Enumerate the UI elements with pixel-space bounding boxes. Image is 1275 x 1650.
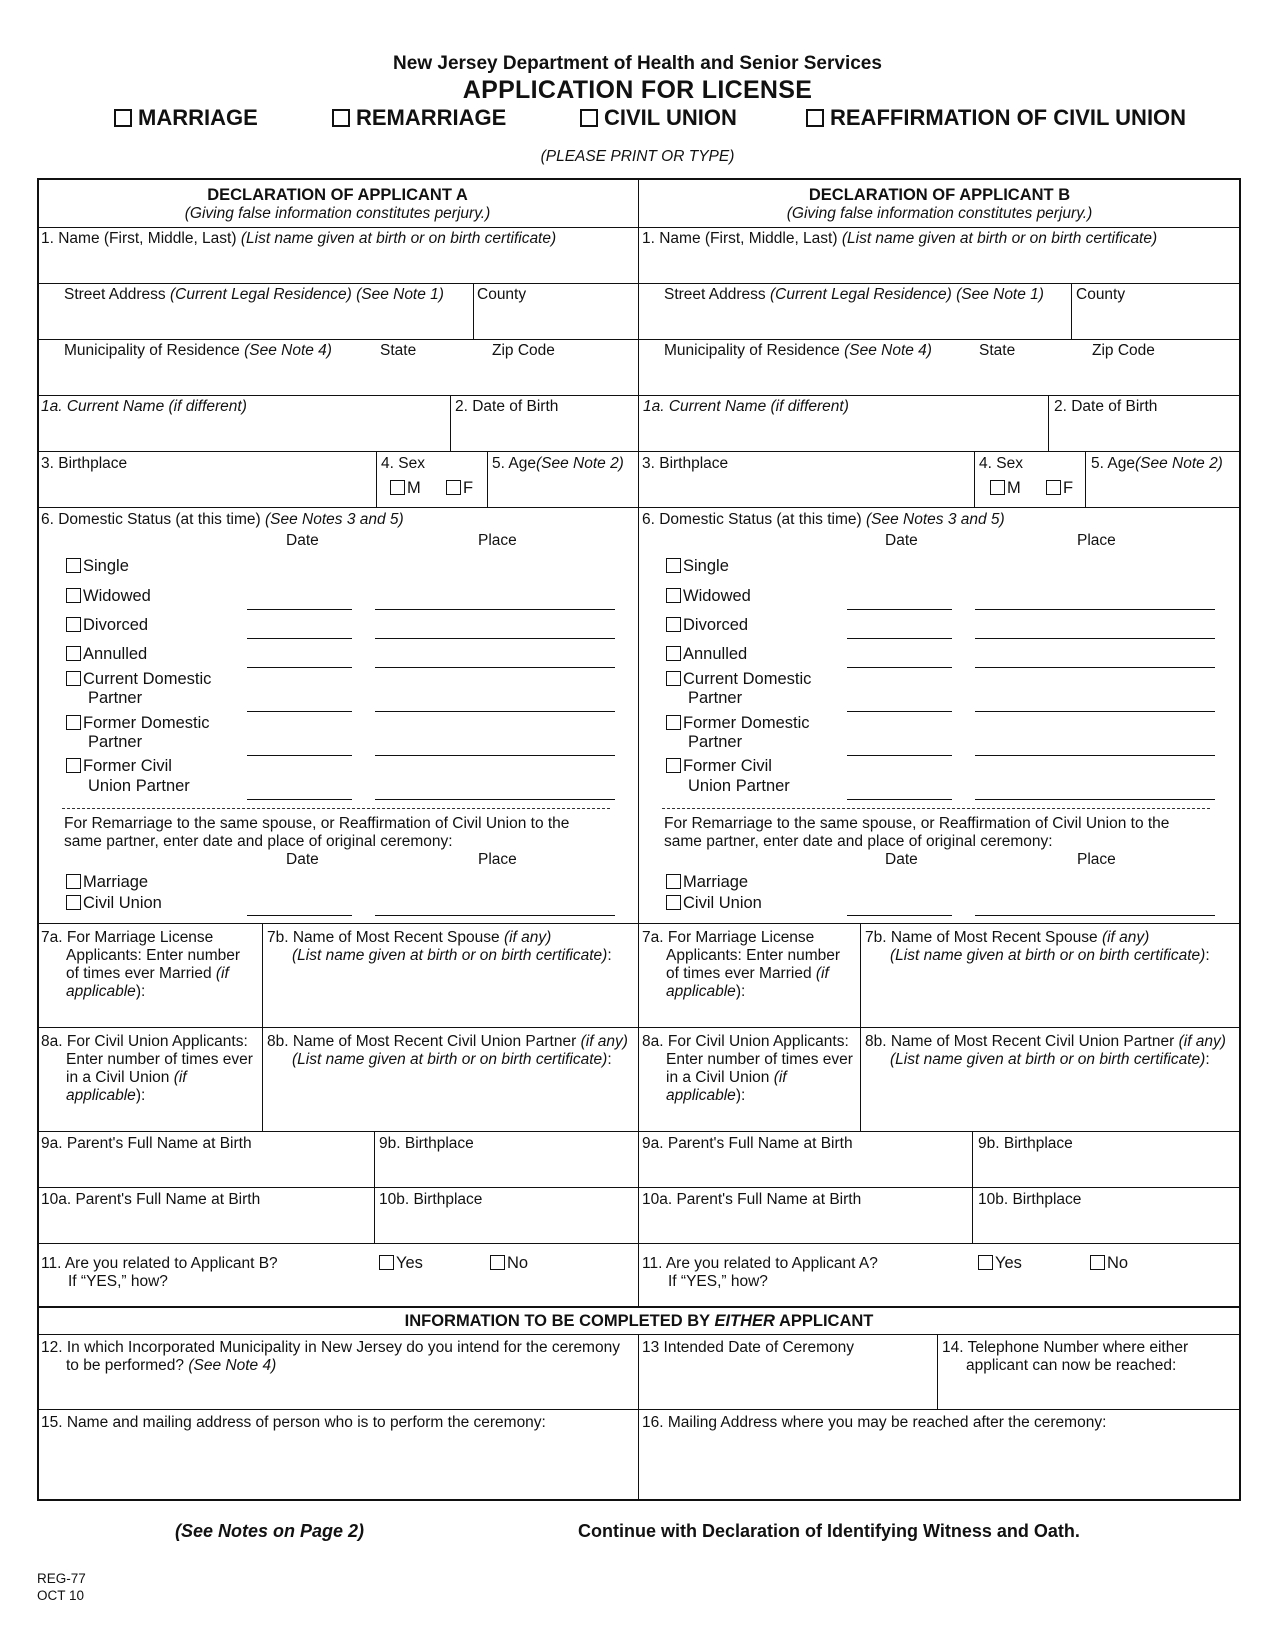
type-civil-union-option[interactable] xyxy=(580,105,737,131)
dashed-separator xyxy=(662,808,1210,809)
a-status-single[interactable] xyxy=(66,557,129,576)
rule xyxy=(37,1187,1241,1188)
checkbox[interactable] xyxy=(66,715,81,730)
a-q8a-line1: 8a. For Civil Union Applicants: xyxy=(41,1033,248,1050)
a-q7b-field[interactable] xyxy=(266,967,636,1021)
q12-field[interactable] xyxy=(40,1377,636,1407)
a-q7b-label: 7b. Name of Most Recent Spouse (if any) xyxy=(267,929,552,946)
rule xyxy=(37,227,1241,228)
a-state-label: State xyxy=(380,342,417,359)
b-status-widowed[interactable] xyxy=(666,587,751,606)
a-age-label: 5. Age(See Note 2) xyxy=(492,455,624,472)
a-q8a-line2: Enter number of times ever xyxy=(66,1051,253,1068)
status-label: Divorced xyxy=(83,616,149,634)
checkbox[interactable] xyxy=(666,646,681,661)
rule xyxy=(262,923,263,1131)
marriage-checkbox[interactable] xyxy=(114,109,132,127)
q16-field[interactable] xyxy=(641,1434,1238,1498)
q13-field[interactable] xyxy=(641,1359,935,1407)
a-current-name-label: 1a. Current Name (if different) xyxy=(41,398,247,415)
b-state-label: State xyxy=(979,342,1016,359)
b-q8a-line2: Enter number of times ever xyxy=(666,1051,853,1068)
a-q8b-note: (List name given at birth or on birth certificate): xyxy=(292,1051,612,1068)
status-label: Single xyxy=(83,557,129,575)
checkbox[interactable] xyxy=(1046,480,1061,495)
option-label: Civil Union xyxy=(83,894,162,912)
a-county-label: County xyxy=(477,286,527,303)
rule xyxy=(37,1306,1241,1308)
status-label-line2: Partner xyxy=(88,733,143,751)
b-date-line[interactable] xyxy=(847,799,952,800)
type-label: MARRIAGE xyxy=(138,105,258,130)
b-q8a-line1: 8a. For Civil Union Applicants: xyxy=(642,1033,849,1050)
rule xyxy=(37,1027,1241,1028)
b-q10a-label: 10a. Parent's Full Name at Birth xyxy=(642,1191,862,1208)
rule xyxy=(972,1131,973,1243)
b-place-header: Place xyxy=(1077,851,1116,868)
a-q8b-field[interactable] xyxy=(266,1071,636,1125)
a-q8a-line3: in a Civil Union (if xyxy=(66,1069,187,1086)
status-label-line2: Partner xyxy=(688,689,743,707)
a-domestic-label: 6. Domestic Status (at this time) (See Notes 3 and 5) xyxy=(41,511,404,528)
a-q10b-label: 10b. Birthplace xyxy=(379,1191,483,1208)
a-related-yes[interactable] xyxy=(379,1254,423,1273)
rule xyxy=(37,1334,1241,1335)
b-place-line[interactable] xyxy=(975,755,1215,756)
a-date-header: Date xyxy=(286,532,319,549)
rule xyxy=(37,283,1241,284)
b-status-single[interactable] xyxy=(666,557,729,576)
b-q8b-note: (List name given at birth or on birth certificate): xyxy=(890,1051,1210,1068)
option-label: No xyxy=(1107,1254,1129,1272)
b-q8b-label: 8b. Name of Most Recent Civil Union Partner (if any) xyxy=(865,1033,1226,1050)
rule xyxy=(37,1243,1241,1244)
b-county-field[interactable] xyxy=(1074,304,1238,337)
b-date-line[interactable] xyxy=(847,609,952,610)
b-date-line[interactable] xyxy=(847,915,952,916)
rule xyxy=(473,283,474,339)
b-q7b-note: (List name given at birth or on birth certificate): xyxy=(890,947,1210,964)
checkbox[interactable] xyxy=(666,874,681,889)
a-remarriage-text: For Remarriage to the same spouse, or Reaffirmation of Civil Union to the xyxy=(64,815,570,832)
b-date-line[interactable] xyxy=(847,638,952,639)
center-divider xyxy=(638,178,639,1307)
b-name-field[interactable] xyxy=(641,248,1238,281)
form-number: REG-77 xyxy=(37,1571,86,1586)
a-related-no[interactable] xyxy=(490,1254,528,1273)
checkbox[interactable] xyxy=(666,715,681,730)
b-q7b-label: 7b. Name of Most Recent Spouse (if any) xyxy=(865,929,1150,946)
rule xyxy=(37,507,1241,508)
b-q11-how: If “YES,” how? xyxy=(668,1273,768,1290)
checkbox[interactable] xyxy=(666,588,681,603)
a-status-current-dp[interactable] xyxy=(66,670,211,689)
status-label-line2: Partner xyxy=(688,733,743,751)
a-q7a-line2: Applicants: Enter number xyxy=(66,947,241,964)
b-q10b-label: 10b. Birthplace xyxy=(978,1191,1082,1208)
a-sex-m-option[interactable] xyxy=(390,479,421,498)
b-q7a-line2: Applicants: Enter number xyxy=(666,947,841,964)
a-place-line[interactable] xyxy=(375,755,615,756)
a-current-name-field[interactable] xyxy=(40,416,448,449)
a-status-annulled[interactable] xyxy=(66,645,147,664)
form-revision: OCT 10 xyxy=(37,1588,85,1603)
b-sex-label: 4. Sex xyxy=(979,455,1023,472)
agency-name: New Jersey Department of Health and Senior Services xyxy=(393,53,882,74)
b-date-line[interactable] xyxy=(847,667,952,668)
q12-label-line2: to be performed? (See Note 4) xyxy=(66,1357,277,1374)
b-remarriage-text: For Remarriage to the same spouse, or Reaffirmation of Civil Union to the xyxy=(664,815,1170,832)
b-current-name-label: 1a. Current Name (if different) xyxy=(643,398,849,415)
b-q11-label: 11. Are you related to Applicant A? xyxy=(642,1255,878,1272)
b-municipality-field[interactable] xyxy=(641,360,1238,393)
b-age-label: 5. Age(See Note 2) xyxy=(1091,455,1223,472)
b-name-label: 1. Name (First, Middle, Last) (List name given at birth or on birth certificate) xyxy=(642,230,1158,247)
b-q7a-line3: of times ever Married (if xyxy=(666,965,829,982)
b-q8b-field[interactable] xyxy=(864,1071,1238,1125)
a-date-line[interactable] xyxy=(247,667,352,668)
checkbox[interactable] xyxy=(66,874,81,889)
status-label: Annulled xyxy=(683,645,748,663)
a-status-former-cu[interactable] xyxy=(66,757,172,776)
a-zip-label: Zip Code xyxy=(492,342,555,359)
rule xyxy=(37,1409,1241,1410)
continue-text: Continue with Declaration of Identifying Witness and Oath. xyxy=(578,1521,1080,1541)
a-county-field[interactable] xyxy=(476,304,636,337)
b-q8a-line4: applicable): xyxy=(666,1087,746,1104)
b-place-header: Place xyxy=(1077,532,1116,549)
a-birthplace-field[interactable] xyxy=(40,473,374,505)
reaffirmation-checkbox[interactable] xyxy=(806,109,824,127)
status-label: Current Domestic xyxy=(683,670,812,688)
b-original-civil-union[interactable] xyxy=(666,894,762,913)
b-place-line[interactable] xyxy=(975,915,1215,916)
checkbox[interactable] xyxy=(66,558,81,573)
b-dob-field[interactable] xyxy=(1051,416,1238,449)
civil-union-checkbox[interactable] xyxy=(580,109,598,127)
status-label: Former Domestic xyxy=(683,714,810,732)
checkbox[interactable] xyxy=(66,758,81,773)
type-marriage-option[interactable] xyxy=(114,105,258,131)
dashed-separator xyxy=(62,808,610,809)
checkbox[interactable] xyxy=(1090,1255,1105,1270)
b-place-line[interactable] xyxy=(975,609,1215,610)
b-place-line[interactable] xyxy=(975,638,1215,639)
applicant-b-title: DECLARATION OF APPLICANT B xyxy=(808,186,1071,204)
a-name-field[interactable] xyxy=(40,248,636,281)
q14-label-line1: 14. Telephone Number where either xyxy=(942,1339,1189,1356)
b-remarriage-text: same partner, enter date and place of original ceremony: xyxy=(664,833,1053,850)
a-q8b-label: 8b. Name of Most Recent Civil Union Partner (if any) xyxy=(267,1033,628,1050)
a-age-field[interactable] xyxy=(490,473,636,505)
option-label: Civil Union xyxy=(683,894,762,912)
a-date-line[interactable] xyxy=(247,609,352,610)
q15-label: 15. Name and mailing address of person who is to perform the ceremony: xyxy=(41,1414,546,1431)
rule xyxy=(376,451,377,507)
checkbox[interactable] xyxy=(66,617,81,632)
b-municipality-label: Municipality of Residence (See Note 4) xyxy=(664,342,932,359)
b-date-header: Date xyxy=(885,851,918,868)
a-status-former-dp[interactable] xyxy=(66,714,210,733)
b-domestic-label: 6. Domestic Status (at this time) (See Notes 3 and 5) xyxy=(642,511,1005,528)
q15-field[interactable] xyxy=(40,1434,636,1498)
q12-label-line1: 12. In which Incorporated Municipality in New Jersey do you intend for the ceremony xyxy=(41,1339,620,1356)
a-street-field[interactable] xyxy=(40,304,471,337)
print-instruction: (PLEASE PRINT OR TYPE) xyxy=(540,148,735,165)
b-q7a-line4: applicable): xyxy=(666,983,746,1000)
a-q7a-line4: applicable): xyxy=(66,983,146,1000)
rule xyxy=(1071,283,1072,339)
a-sex-label: 4. Sex xyxy=(381,455,425,472)
rule xyxy=(974,451,975,507)
a-dob-label: 2. Date of Birth xyxy=(455,398,559,415)
option-label: Yes xyxy=(995,1254,1022,1272)
b-street-field[interactable] xyxy=(641,304,1069,337)
checkbox[interactable] xyxy=(390,480,405,495)
b-q8a-line3: in a Civil Union (if xyxy=(666,1069,787,1086)
a-place-line[interactable] xyxy=(375,915,615,916)
type-label: CIVIL UNION xyxy=(604,105,737,130)
b-q7b-field[interactable] xyxy=(864,967,1238,1021)
rule xyxy=(487,451,488,507)
q16-label: 16. Mailing Address where you may be reached after the ceremony: xyxy=(642,1414,1107,1431)
applicant-b-perjury-note: (Giving false information constitutes perjury.) xyxy=(786,205,1093,222)
a-q9a-label: 9a. Parent's Full Name at Birth xyxy=(41,1135,252,1152)
status-label-line2: Partner xyxy=(88,689,143,707)
applicant-a-perjury-note: (Giving false information constitutes perjury.) xyxy=(184,205,491,222)
checkbox[interactable] xyxy=(990,480,1005,495)
checkbox[interactable] xyxy=(666,758,681,773)
b-status-current-dp[interactable] xyxy=(666,670,811,689)
a-municipality-label: Municipality of Residence (See Note 4) xyxy=(64,342,332,359)
status-label: Former Civil xyxy=(83,757,172,775)
checkbox[interactable] xyxy=(66,671,81,686)
b-birthplace-label: 3. Birthplace xyxy=(642,455,729,472)
b-status-divorced[interactable] xyxy=(666,616,748,635)
a-birthplace-label: 3. Birthplace xyxy=(41,455,128,472)
checkbox[interactable] xyxy=(66,895,81,910)
a-q7b-note: (List name given at birth or on birth certificate): xyxy=(292,947,612,964)
rule xyxy=(374,1131,375,1243)
a-date-line[interactable] xyxy=(247,755,352,756)
a-name-label: 1. Name (First, Middle, Last) (List name given at birth or on birth certificate) xyxy=(41,230,557,247)
a-q7a-line3: of times ever Married (if xyxy=(66,965,229,982)
checkbox[interactable] xyxy=(490,1255,505,1270)
center-divider-lower xyxy=(638,1335,639,1501)
option-label: F xyxy=(463,479,474,497)
checkbox[interactable] xyxy=(666,895,681,910)
a-sex-f-option[interactable] xyxy=(446,479,473,498)
a-place-line[interactable] xyxy=(375,711,615,712)
status-label: Widowed xyxy=(683,587,751,605)
rule xyxy=(37,451,1241,452)
rule xyxy=(1048,395,1049,451)
a-place-line[interactable] xyxy=(375,638,615,639)
rule xyxy=(1085,451,1086,507)
b-original-marriage[interactable] xyxy=(666,873,748,892)
b-related-no[interactable] xyxy=(1090,1254,1128,1273)
rule xyxy=(860,923,861,1131)
a-street-label: Street Address (Current Legal Residence) (See Note 1) xyxy=(64,286,444,303)
b-current-name-field[interactable] xyxy=(641,416,1046,449)
status-label: Former Civil xyxy=(683,757,772,775)
see-notes-text: (See Notes on Page 2) xyxy=(175,1521,365,1541)
either-section-title: INFORMATION TO BE COMPLETED BY EITHER APPLICANT xyxy=(404,1312,874,1330)
status-label: Divorced xyxy=(683,616,749,634)
b-sex-m-option[interactable] xyxy=(990,479,1021,498)
b-related-yes[interactable] xyxy=(978,1254,1022,1273)
rule xyxy=(37,923,1241,924)
checkbox[interactable] xyxy=(379,1255,394,1270)
a-date-line[interactable] xyxy=(247,638,352,639)
b-county-label: County xyxy=(1076,286,1126,303)
a-place-header: Place xyxy=(478,851,517,868)
checkbox[interactable] xyxy=(666,617,681,632)
option-label: M xyxy=(1007,479,1021,497)
checkbox[interactable] xyxy=(666,671,681,686)
b-date-line[interactable] xyxy=(847,755,952,756)
b-status-former-cu[interactable] xyxy=(666,757,772,776)
type-label: REMARRIAGE xyxy=(356,105,507,130)
option-label: Marriage xyxy=(83,873,149,891)
b-q9a-label: 9a. Parent's Full Name at Birth xyxy=(642,1135,853,1152)
b-q9b-label: 9b. Birthplace xyxy=(978,1135,1073,1152)
q13-label: 13 Intended Date of Ceremony xyxy=(642,1339,854,1356)
option-label: F xyxy=(1063,479,1074,497)
a-q10a-label: 10a. Parent's Full Name at Birth xyxy=(41,1191,261,1208)
b-place-line[interactable] xyxy=(975,667,1215,668)
b-status-former-dp[interactable] xyxy=(666,714,810,733)
a-place-line[interactable] xyxy=(375,667,615,668)
a-date-line[interactable] xyxy=(247,711,352,712)
status-label-line2: Union Partner xyxy=(88,777,190,795)
option-label: Yes xyxy=(396,1254,423,1272)
rule xyxy=(937,1334,938,1409)
a-original-civil-union[interactable] xyxy=(66,894,162,913)
a-q7a-line1: 7a. For Marriage License xyxy=(41,929,214,946)
option-label: Marriage xyxy=(683,873,749,891)
checkbox[interactable] xyxy=(66,646,81,661)
a-date-line[interactable] xyxy=(247,799,352,800)
status-label: Current Domestic xyxy=(83,670,212,688)
b-date-header: Date xyxy=(885,532,918,549)
a-date-line[interactable] xyxy=(247,915,352,916)
applicant-a-title: DECLARATION OF APPLICANT A xyxy=(207,186,468,204)
status-label: Annulled xyxy=(83,645,148,663)
a-dob-field[interactable] xyxy=(453,416,636,449)
remarriage-checkbox[interactable] xyxy=(332,109,350,127)
b-date-line[interactable] xyxy=(847,711,952,712)
b-q7a-line1: 7a. For Marriage License xyxy=(642,929,815,946)
type-reaffirmation-option[interactable] xyxy=(806,105,1186,131)
a-q8a-line4: applicable): xyxy=(66,1087,146,1104)
rule xyxy=(450,395,451,451)
status-label: Former Domestic xyxy=(83,714,210,732)
a-date-header: Date xyxy=(286,851,319,868)
option-label: M xyxy=(407,479,421,497)
q14-label-line2: applicant can now be reached: xyxy=(966,1357,1177,1374)
b-dob-label: 2. Date of Birth xyxy=(1054,398,1158,415)
b-place-line[interactable] xyxy=(975,711,1215,712)
b-sex-f-option[interactable] xyxy=(1046,479,1073,498)
q14-field[interactable] xyxy=(940,1377,1238,1407)
type-label: REAFFIRMATION OF CIVIL UNION xyxy=(830,105,1187,130)
form-title: APPLICATION FOR LICENSE xyxy=(462,76,813,104)
a-q9b-label: 9b. Birthplace xyxy=(379,1135,474,1152)
b-age-field[interactable] xyxy=(1088,473,1238,505)
a-status-divorced[interactable] xyxy=(66,616,148,635)
b-birthplace-field[interactable] xyxy=(641,473,972,505)
status-label: Single xyxy=(683,557,729,575)
option-label: No xyxy=(507,1254,529,1272)
b-status-annulled[interactable] xyxy=(666,645,747,664)
a-place-header: Place xyxy=(478,532,517,549)
b-zip-label: Zip Code xyxy=(1092,342,1155,359)
a-place-line[interactable] xyxy=(375,609,615,610)
rule xyxy=(37,395,1241,396)
a-q11-label: 11. Are you related to Applicant B? xyxy=(41,1255,278,1272)
b-street-label: Street Address (Current Legal Residence) (See Note 1) xyxy=(664,286,1044,303)
a-municipality-field[interactable] xyxy=(40,360,636,393)
a-status-widowed[interactable] xyxy=(66,587,151,606)
a-remarriage-text: same partner, enter date and place of original ceremony: xyxy=(64,833,453,850)
a-place-line[interactable] xyxy=(375,799,615,800)
rule xyxy=(37,339,1241,340)
checkbox[interactable] xyxy=(978,1255,993,1270)
rule xyxy=(37,1131,1241,1132)
b-place-line[interactable] xyxy=(975,799,1215,800)
status-label: Widowed xyxy=(83,587,151,605)
checkbox[interactable] xyxy=(666,558,681,573)
status-label-line2: Union Partner xyxy=(688,777,790,795)
checkbox[interactable] xyxy=(446,480,461,495)
type-remarriage-option[interactable] xyxy=(332,105,506,131)
a-q11-how: If “YES,” how? xyxy=(68,1273,168,1290)
checkbox[interactable] xyxy=(66,588,81,603)
a-original-marriage[interactable] xyxy=(66,873,148,892)
